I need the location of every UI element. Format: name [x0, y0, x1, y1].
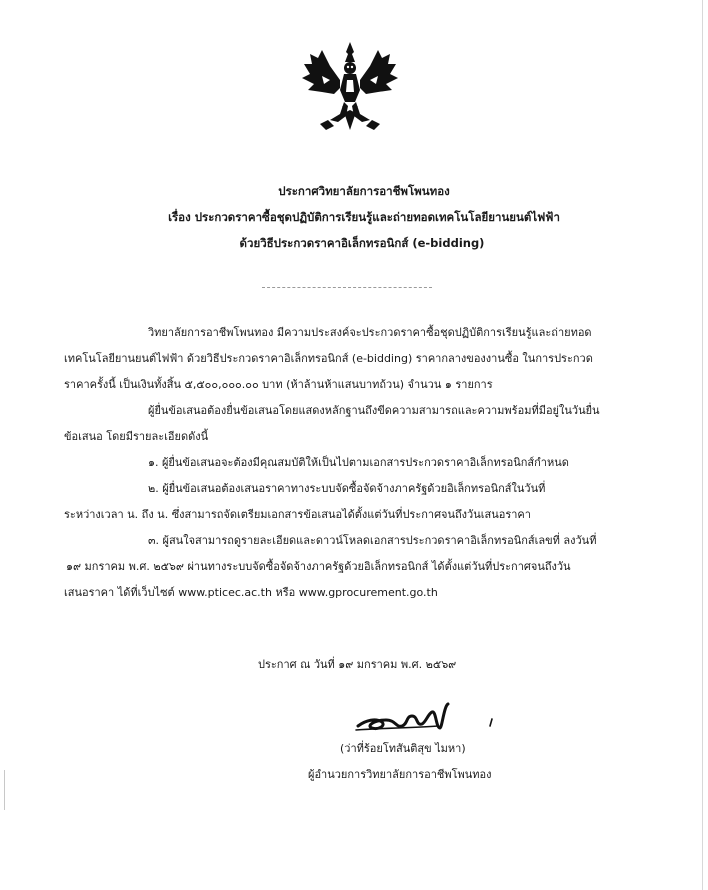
- handwritten-signature: [352, 698, 472, 738]
- signatory-position: ผู้อำนวยการวิทยาลัยการอาชีพโพนทอง: [308, 768, 492, 781]
- title-divider: [262, 287, 432, 288]
- scan-edge-right: [702, 0, 703, 890]
- title-line-1: ประกาศวิทยาลัยการอาชีพโพนทอง: [278, 184, 450, 198]
- list-item-3-line-2: ๑๙ มกราคม พ.ศ. ๒๕๖๙ ผ่านทางระบบจัดซื้อจัดจ้างภาครัฐด้วยอิเล็กทรอนิกส์ ได้ตั้งแต่วันที่ประกาศจนถึงวัน: [66, 560, 571, 573]
- scan-edge-left: [4, 770, 5, 810]
- title-line-2: เรื่อง ประกวดราคาซื้อชุดปฏิบัติการเรียนรู้และถ่ายทอดเทคโนโลยียานยนต์ไฟฟ้า: [168, 210, 560, 224]
- title-line-3: ด้วยวิธีประกวดราคาอิเล็กทรอนิกส์ (e-bidding): [239, 236, 485, 250]
- list-item-2-line-1: ๒. ผู้ยื่นข้อเสนอต้องเสนอราคาทางระบบจัดซื้อจัดจ้างภาครัฐด้วยอิเล็กทรอนิกส์ในวันที่: [148, 482, 546, 495]
- announcement-title: [0, 178, 708, 256]
- paragraph-1-line-2: เทคโนโลยียานยนต์ไฟฟ้า ด้วยวิธีประกวดราคาอิเล็กทรอนิกส์ (e-bidding) ราคากลางของงานซื้อ ในการประกวด: [64, 352, 593, 365]
- list-item-2-line-2: ระหว่างเวลา น. ถึง น. ซึ่งสามารถจัดเตรียมเอกสารข้อเสนอได้ตั้งแต่วันที่ประกาศจนถึงวันเสนอราคา: [64, 508, 531, 521]
- list-item-3-line-3: เสนอราคา ได้ที่เว็บไซต์ www.pticec.ac.th หรือ www.gprocurement.go.th: [64, 586, 438, 599]
- paragraph-1-line-1: วิทยาลัยการอาชีพโพนทอง มีความประสงค์จะประกวดราคาซื้อชุดปฏิบัติการเรียนรู้และถ่ายทอด: [148, 326, 592, 339]
- paragraph-2-line-2: ข้อเสนอ โดยมีรายละเอียดดังนี้: [64, 430, 209, 443]
- paragraph-2-line-1: ผู้ยื่นข้อเสนอต้องยื่นข้อเสนอโดยแสดงหลักฐานถึงขีดความสามารถและความพร้อมที่มีอยู่ในวันยื่น: [148, 404, 600, 417]
- paragraph-1-line-3: ราคาครั้งนี้ เป็นเงินทั้งสิ้น ๕,๕๐๐,๐๐๐.๐๐ บาท (ห้าล้านห้าแสนบาทถ้วน) จำนวน ๑ รายการ: [64, 378, 493, 391]
- list-item-3-line-1: ๓. ผู้สนใจสามารถดูรายละเอียดและดาวน์โหลดเอกสารประกวดราคาอิเล็กทรอนิกส์เลขที่ ลงวันที่: [148, 534, 597, 547]
- garuda-emblem-icon: [300, 40, 400, 135]
- list-item-1: ๑. ผู้ยื่นข้อเสนอจะต้องมีคุณสมบัติให้เป็นไปตามเอกสารประกวดราคาอิเล็กทรอนิกส์กำหนด: [148, 456, 569, 469]
- announcement-date: ประกาศ ณ วันที่ ๑๙ มกราคม พ.ศ. ๒๕๖๙: [258, 658, 457, 671]
- signatory-name: (ว่าที่ร้อยโทสันติสุข ไมหา): [340, 742, 466, 755]
- signature-mark: [487, 718, 495, 728]
